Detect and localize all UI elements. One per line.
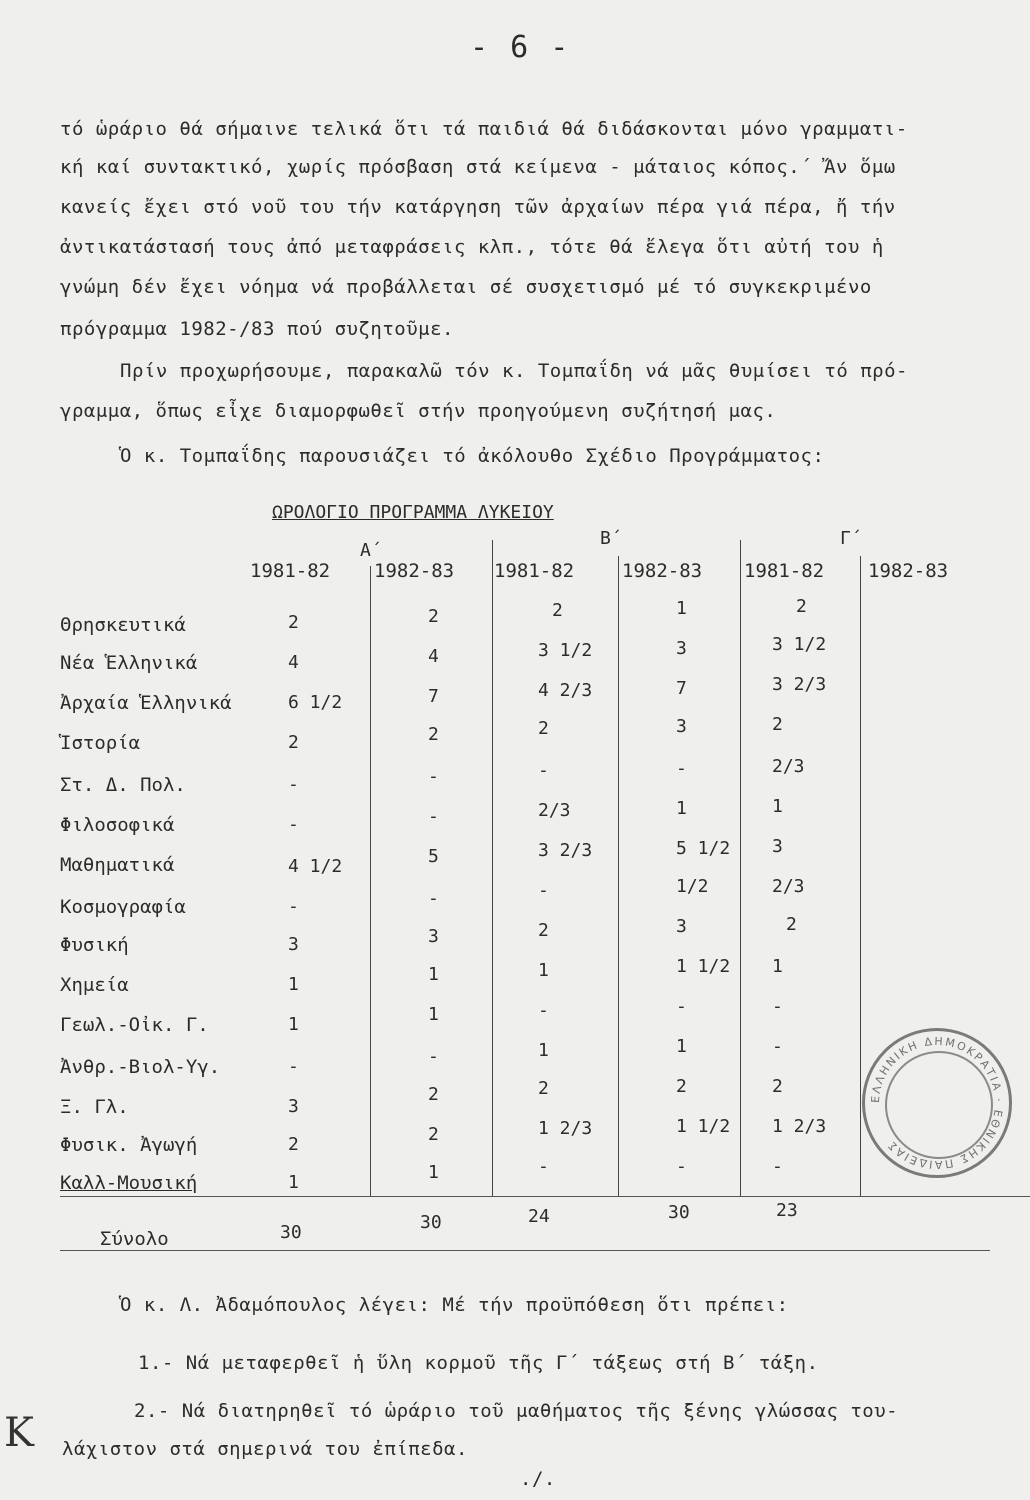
table-cell: -	[538, 760, 549, 781]
table-cell: 2	[538, 718, 549, 739]
table-cell: 2	[772, 714, 783, 735]
table-cell: 2	[796, 596, 807, 617]
table-cell: 1	[288, 974, 299, 995]
subject-label: Ἀρχαία Ἑλληνικά	[60, 692, 232, 714]
group-header-b: Β΄	[600, 528, 622, 549]
table-cell: 1	[428, 1004, 439, 1025]
table-title: ΩΡΟΛΟΓΙΟ ΠΡΟΓΡΑΜΜΑ ΛΥΚΕΙΟΥ	[272, 502, 554, 523]
table-cell: 3	[676, 716, 687, 737]
table-cell: 3 2/3	[772, 674, 827, 695]
table-cell: 3	[288, 934, 299, 955]
year-header: 1981-82	[250, 560, 331, 582]
table-cell: 1	[676, 1036, 687, 1057]
table-cell: 4 1/2	[288, 856, 343, 877]
table-cell: 1	[676, 798, 687, 819]
closing-mark: ./.	[520, 1468, 556, 1490]
subject-label: Κοσμογραφία	[60, 896, 186, 918]
paragraph-line: τό ὡράριο θά σήμαινε τελικά ὅτι τά παιδιά θά διδάσκονται μόνο γραμματι-	[60, 118, 908, 140]
page-number: - 6 -	[470, 30, 571, 65]
table-cell: 2	[428, 724, 439, 745]
table-cell: 3 1/2	[772, 634, 827, 655]
column-divider	[370, 566, 371, 1196]
table-cell: -	[428, 1046, 439, 1067]
table-cell: -	[538, 1156, 549, 1177]
table-cell: 2	[676, 1076, 687, 1097]
table-cell: -	[288, 774, 299, 795]
table-cell: -	[676, 996, 687, 1017]
subject-label: Φυσικ. Ἀγωγή	[60, 1134, 198, 1156]
paragraph-line: πρόγραμμα 1982-/83 πού συζητοῦμε.	[60, 318, 454, 340]
table-cell: 1	[538, 960, 549, 981]
paragraph-line: κή καί συντακτικό, χωρίς πρόσβαση στά κείμενα - μάταιος κόπος.΄ Ἄν ὅμω	[60, 156, 896, 178]
table-cell: 1	[288, 1014, 299, 1035]
table-cell: 3	[676, 916, 687, 937]
table-cell: 2	[552, 600, 563, 621]
paragraph-line: Ὁ κ. Τομπαΐδης παρουσιάζει τό ἀκόλουθο Σχέδιο Προγράμματος:	[120, 445, 825, 467]
table-cell: 1	[288, 1172, 299, 1193]
total-cell: 30	[668, 1202, 690, 1223]
table-cell: 3	[288, 1096, 299, 1117]
table-cell: -	[676, 1156, 687, 1177]
total-cell: 24	[528, 1206, 550, 1227]
table-cell: 1	[428, 1162, 439, 1183]
year-header: 1982-83	[622, 560, 703, 582]
table-cell: -	[538, 880, 549, 901]
table-cell: 1 2/3	[772, 1116, 827, 1137]
group-header-c: Γ΄	[840, 528, 862, 549]
table-cell: -	[772, 1156, 783, 1177]
table-cell: -	[288, 896, 299, 917]
table-cell: 3	[772, 836, 783, 857]
subject-label: Χημεία	[60, 974, 129, 996]
table-cell: -	[428, 766, 439, 787]
subject-label: Ἀνθρ.-Βιολ-Υγ.	[60, 1056, 221, 1078]
table-cell: 2	[538, 920, 549, 941]
table-cell: 1	[772, 956, 783, 977]
table-cell: 7	[676, 678, 687, 699]
table-cell: 3 1/2	[538, 640, 593, 661]
paragraph-line: Πρίν προχωρήσουμε, παρακαλῶ τόν κ. Τομπαΐδη νά μᾶς θυμίσει τό πρό-	[120, 360, 908, 382]
year-header: 1981-82	[494, 560, 575, 582]
table-rule	[60, 1196, 1030, 1197]
paragraph-line: λάχιστον στά σημερινά του ἐπίπεδα.	[62, 1438, 468, 1460]
total-cell: 30	[280, 1222, 302, 1243]
table-cell: 2	[288, 1134, 299, 1155]
table-cell: 4 2/3	[538, 680, 593, 701]
table-cell: 2	[428, 606, 439, 627]
table-cell: 1 2/3	[538, 1118, 593, 1139]
year-header: 1981-82	[744, 560, 825, 582]
table-cell: -	[288, 1056, 299, 1077]
paragraph-line: κανείς ἔχει στό νοῦ του τήν κατάργηση τῶν ἀρχαίων πέρα γιά πέρα, ἤ τήν	[60, 196, 896, 218]
total-cell: 23	[776, 1200, 798, 1221]
table-cell: -	[772, 996, 783, 1017]
table-cell: 2/3	[772, 756, 805, 777]
table-cell: 2/3	[772, 876, 805, 897]
table-cell: 5	[428, 846, 439, 867]
table-cell: 3	[428, 926, 439, 947]
subject-label: Νέα Ἑλληνικά	[60, 652, 198, 674]
table-cell: 5 1/2	[676, 838, 731, 859]
table-cell: 4	[288, 652, 299, 673]
subject-label: Φυσική	[60, 934, 129, 956]
table-cell: 2	[772, 1076, 783, 1097]
table-cell: 1	[538, 1040, 549, 1061]
table-cell: 1 1/2	[676, 956, 731, 977]
table-cell: 2	[288, 612, 299, 633]
subject-label: Ξ. Γλ.	[60, 1096, 129, 1118]
table-cell: 1	[772, 796, 783, 817]
table-cell: -	[676, 758, 687, 779]
table-cell: 2	[538, 1078, 549, 1099]
table-cell: 4	[428, 646, 439, 667]
table-cell: 7	[428, 686, 439, 707]
subject-label: Στ. Δ. Πολ.	[60, 774, 186, 796]
column-divider	[860, 556, 861, 1196]
table-cell: -	[428, 888, 439, 909]
year-header: 1982-83	[868, 560, 949, 582]
column-divider	[492, 540, 493, 1196]
paragraph-line: 1.- Νά μεταφερθεῖ ἡ ὕλη κορμοῦ τῆς Γ΄ τάξεως στή Β΄ τάξη.	[138, 1352, 819, 1374]
total-cell: 30	[420, 1212, 442, 1233]
table-cell: 3	[676, 638, 687, 659]
table-cell: -	[288, 814, 299, 835]
subject-label: Μαθηματικά	[60, 854, 175, 876]
paragraph-line: γραμμα, ὅπως εἶχε διαμορφωθεῖ στήν προηγούμενη συζήτησή μας.	[60, 400, 777, 422]
table-cell: 1	[676, 598, 687, 619]
official-stamp	[862, 1028, 1012, 1178]
paragraph-line: 2.- Νά διατηρηθεῖ τό ὡράριο τοῦ μαθήματος τῆς ξένης γλώσσας του-	[134, 1400, 899, 1422]
column-divider	[618, 556, 619, 1196]
table-cell: 3 2/3	[538, 840, 593, 861]
table-cell: -	[772, 1036, 783, 1057]
table-cell: 2	[786, 914, 797, 935]
column-divider	[740, 540, 741, 1196]
handwritten-initial: K	[4, 1410, 34, 1456]
subject-label: Γεωλ.-Οἰκ. Γ.	[60, 1014, 209, 1036]
table-cell: 2	[428, 1084, 439, 1105]
stamp-lettering: ΕΛΛΗΝΙΚΗ ΔΗΜΟΚΡΑΤΙΑ · ΕΘΝΙΚΗΣ ΠΑΙΔΕΙΑΣ	[868, 1034, 1006, 1172]
paragraph-line: γνώμη δέν ἔχει νόημα νά προβάλλεται σέ συσχετισμό μέ τό συγκεκριμένο	[60, 276, 872, 298]
stamp-emblem-icon	[885, 1051, 993, 1159]
table-cell: 2/3	[538, 800, 571, 821]
subject-label: Φιλοσοφικά	[60, 814, 175, 836]
year-header: 1982-83	[374, 560, 455, 582]
subject-label: Θρησκευτικά	[60, 614, 186, 636]
paragraph-line: ἀντικατάστασή τους ἀπό μεταφράσεις κλπ., τότε θά ἔλεγα ὅτι αὐτή του ἡ	[60, 236, 884, 258]
subject-label: Καλλ-Μουσική	[60, 1172, 198, 1194]
table-rule	[60, 1250, 990, 1251]
table-cell: -	[538, 1000, 549, 1021]
paragraph-line: Ὁ κ. Λ. Ἀδαμόπουλος λέγει: Μέ τήν προϋπόθεση ὅτι πρέπει:	[120, 1294, 789, 1316]
table-cell: 2	[288, 732, 299, 753]
table-cell: 6 1/2	[288, 692, 343, 713]
group-header-a: Α΄	[360, 540, 382, 561]
total-label: Σύνολο	[100, 1228, 169, 1250]
subject-label: Ἱστορία	[60, 732, 141, 754]
table-cell: -	[428, 806, 439, 827]
table-cell: 1	[428, 964, 439, 985]
table-cell: 2	[428, 1124, 439, 1145]
table-cell: 1 1/2	[676, 1116, 731, 1137]
table-cell: 1/2	[676, 876, 709, 897]
